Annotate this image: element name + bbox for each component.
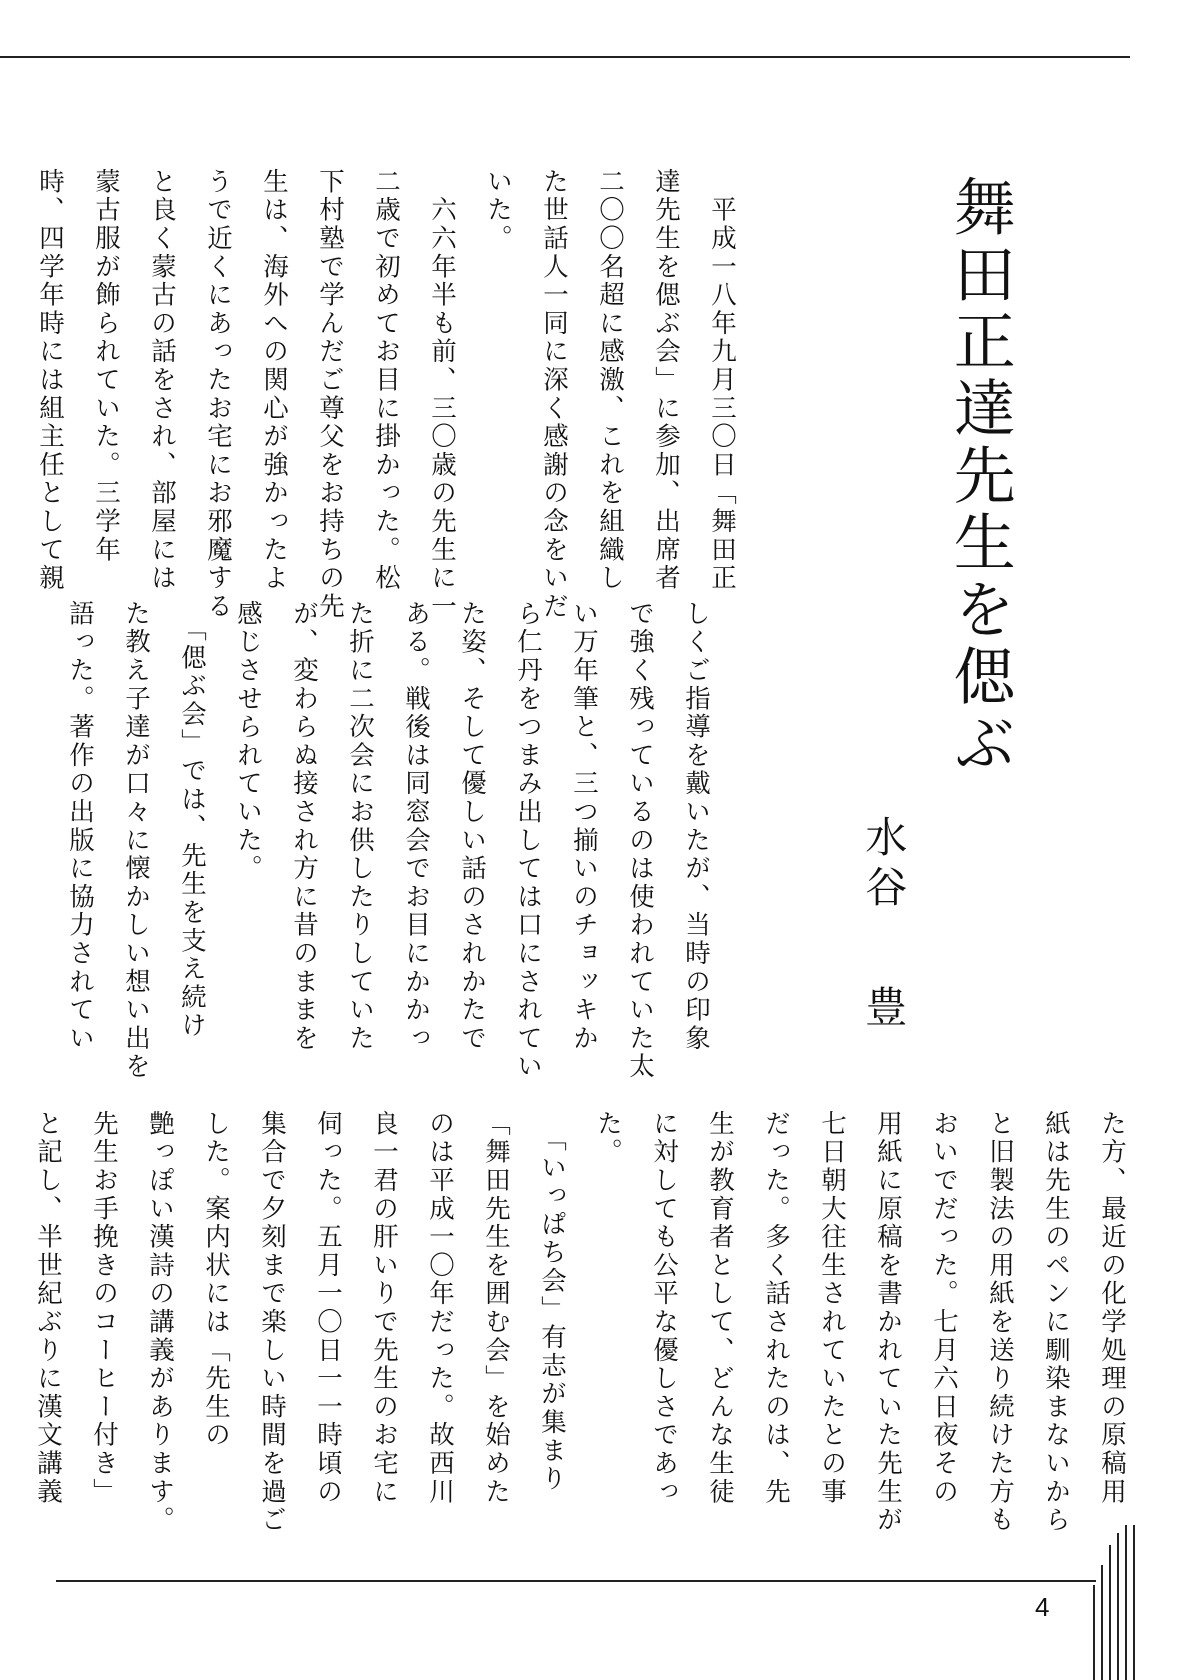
text-column: 良一君の肝いりで先生のお宅に <box>369 1110 399 1507</box>
text-column: 二歳で初めてお目に掛かった。松 <box>371 168 401 593</box>
text-column: た教え子達が口々に懐かしい想い出を <box>121 600 151 1082</box>
text-column: 七日朝大往生されていたとの事 <box>817 1110 847 1507</box>
text-column: た折に二次会にお供したりしていた <box>345 600 375 1053</box>
text-column: 艶っぽい漢詩の講義があります。 <box>145 1110 175 1535</box>
text-column: 「偲ぶ会」では、先生を支え続け <box>177 600 207 1041</box>
text-column: した。案内状には「先生の <box>201 1110 231 1450</box>
text-column: 「いっぱち会」有志が集まり <box>537 1110 567 1494</box>
text-column: 語った。著作の出版に協力されてい <box>65 600 95 1053</box>
text-column: と記し、半世紀ぶりに漢文講義 <box>33 1110 63 1507</box>
text-column: た。 <box>593 1110 623 1167</box>
article-title: 舞田正達先生を偲ぶ <box>943 175 1017 778</box>
text-column: 達先生を偲ぶ会」に参加、出席者 <box>651 168 681 593</box>
text-column: のは平成一〇年だった。故西川 <box>425 1110 455 1507</box>
text-column: い万年筆と、三つ揃いのチョッキか <box>569 600 599 1053</box>
text-column: 用紙に原稿を書かれていた先生が <box>873 1110 903 1535</box>
body-text-lower-right <box>20 1110 1140 1535</box>
text-column: 集合で夕刻まで楽しい時間を過ご <box>257 1110 287 1535</box>
page-number: 4 <box>1035 1592 1050 1622</box>
text-column: 生が教育者として、どんな生徒 <box>705 1110 735 1507</box>
page-edge-stripes-icon <box>1090 1525 1142 1680</box>
text-column: に対しても公平な優しさであっ <box>649 1110 679 1507</box>
text-column: 生は、海外への関心が強かったよ <box>259 168 289 593</box>
body-text-lower-left <box>52 600 724 1081</box>
top-rule <box>0 56 1130 58</box>
text-column: ある。戦後は同窓会でお目にかかっ <box>401 600 431 1053</box>
text-column: 六六年半も前、三〇歳の先生に一 <box>427 168 457 621</box>
text-column: で強く残っているのは使われていた太 <box>625 600 655 1082</box>
text-column: 伺った。五月一〇日一一時頃の <box>313 1110 343 1507</box>
text-column: ら仁丹をつまみ出しては口にされてい <box>513 600 543 1082</box>
text-column: いた。 <box>483 168 513 253</box>
text-column: た世話人一同に深く感謝の念をいだ <box>539 168 569 621</box>
text-column: 時、四学年時には組主任として親 <box>35 168 65 593</box>
text-column: 下村塾で学んだご尊父をお持ちの先 <box>315 168 345 621</box>
text-column: しくご指導を戴いたが、当時の印象 <box>681 600 711 1053</box>
text-column: と旧製法の用紙を送り続けた方も <box>985 1110 1015 1535</box>
text-column: 二〇〇名超に感激、これを組織し <box>595 168 625 593</box>
author-name <box>859 815 909 1035</box>
text-column: が、変わらぬ接され方に昔のままを <box>289 600 319 1053</box>
text-column: おいでだった。七月六日夜その <box>929 1110 959 1507</box>
text-column: と良く蒙古の話をされ、部屋には <box>147 168 177 593</box>
text-column: た姿、そして優しい話のされかたで <box>457 600 487 1053</box>
text-column: 紙は先生のペンに馴染まないから <box>1041 1110 1071 1535</box>
text-column: 蒙古服が飾られていた。三学年 <box>91 168 121 565</box>
text-column: 感じさせられていた。 <box>233 600 263 883</box>
author-family-name: 水谷 <box>859 815 909 915</box>
text-column: 「舞田先生を囲む会」を始めた <box>481 1110 511 1507</box>
bottom-rule <box>56 1580 1096 1582</box>
body-text-upper <box>22 168 750 621</box>
text-column: うで近くにあったお宅にお邪魔する <box>203 168 233 621</box>
text-column: だった。多く話されたのは、先 <box>761 1110 791 1507</box>
author-given-name: 豊 <box>859 985 909 1035</box>
text-column: 平成一八年九月三〇日「舞田正 <box>707 168 737 593</box>
text-column: た方、最近の化学処理の原稿用 <box>1097 1110 1127 1507</box>
text-column: 先生お手挽きのコーヒー付き」 <box>89 1110 119 1507</box>
